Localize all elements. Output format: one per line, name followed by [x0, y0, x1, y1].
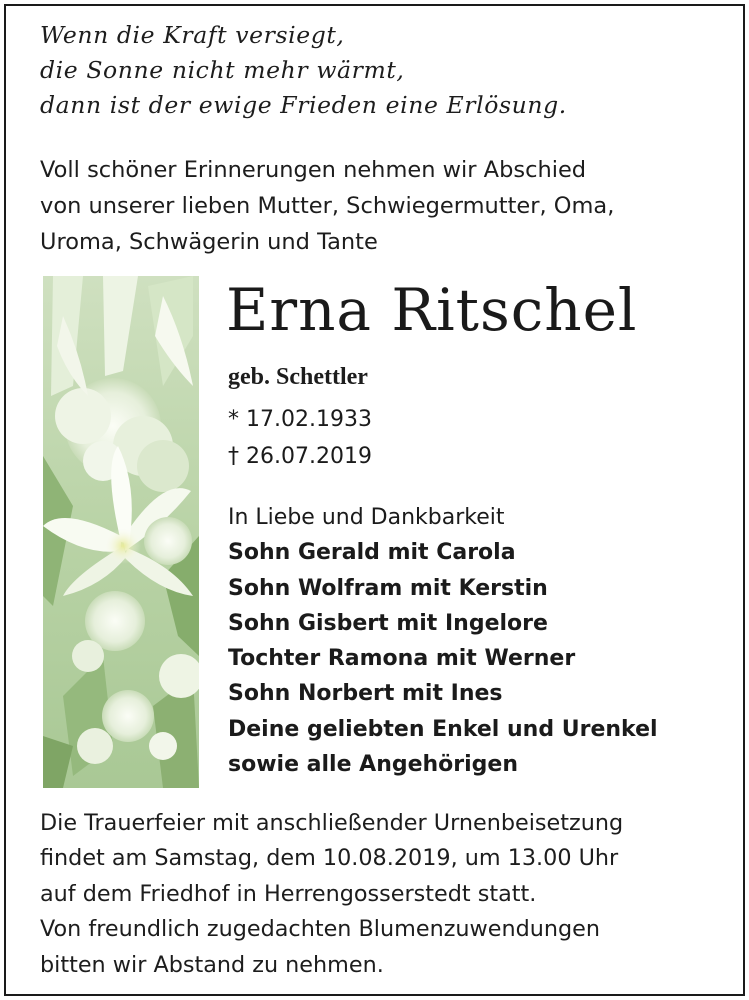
service-line-3: auf dem Friedhof in Herrengosserstedt statt.: [40, 880, 537, 907]
poem-line-1: Wenn die Kraft versiegt,: [40, 21, 345, 49]
service-info: [40, 806, 623, 983]
service-line-1: Die Trauerfeier mit anschließender Urnenbeisetzung: [40, 810, 624, 836]
maiden-name: geb. Schettler: [228, 364, 368, 390]
lily-flower-photo: [43, 276, 199, 788]
poem-line-2: die Sonne nicht mehr wärmt,: [40, 56, 405, 84]
mourner-line: Sohn Gisbert mit Ingelore: [228, 610, 548, 636]
poem: [40, 18, 567, 123]
service-line-5: bitten wir Abstand zu nehmen.: [40, 951, 384, 978]
mourner-line: Deine geliebten Enkel und Urenkel: [228, 716, 658, 742]
life-dates: [228, 401, 372, 475]
intro-text: [40, 152, 614, 260]
service-line-4: Von freundlich zugedachten Blumenzuwendungen: [40, 916, 601, 943]
intro-line-3: Uroma, Schwägerin und Tante: [40, 229, 378, 255]
poem-line-3: dann ist der ewige Frieden eine Erlösung.: [40, 91, 567, 119]
birth-date: * 17.02.1933: [228, 407, 372, 432]
mourner-line: Sohn Norbert mit Ines: [228, 681, 503, 707]
deceased-name: Erna Ritschel: [226, 276, 638, 344]
intro-line-1: Voll schöner Erinnerungen nehmen wir Abschied: [40, 157, 587, 183]
mourners-list: [228, 500, 658, 782]
death-date: † 26.07.2019: [228, 444, 372, 469]
mourner-line: Sohn Wolfram mit Kerstin: [228, 575, 548, 601]
mourner-line: Tochter Ramona mit Werner: [228, 646, 576, 672]
service-line-2: findet am Samstag, dem 10.08.2019, um 13.00 Uhr: [40, 845, 619, 872]
mourner-line: sowie alle Angehörigen: [228, 752, 519, 778]
white-lily-flower-photo-icon: [43, 276, 199, 788]
intro-line-2: von unserer lieben Mutter, Schwiegermutter, Oma,: [40, 193, 615, 219]
mourners-intro: In Liebe und Dankbarkeit: [228, 505, 505, 530]
mourner-line: Sohn Gerald mit Carola: [228, 540, 516, 566]
